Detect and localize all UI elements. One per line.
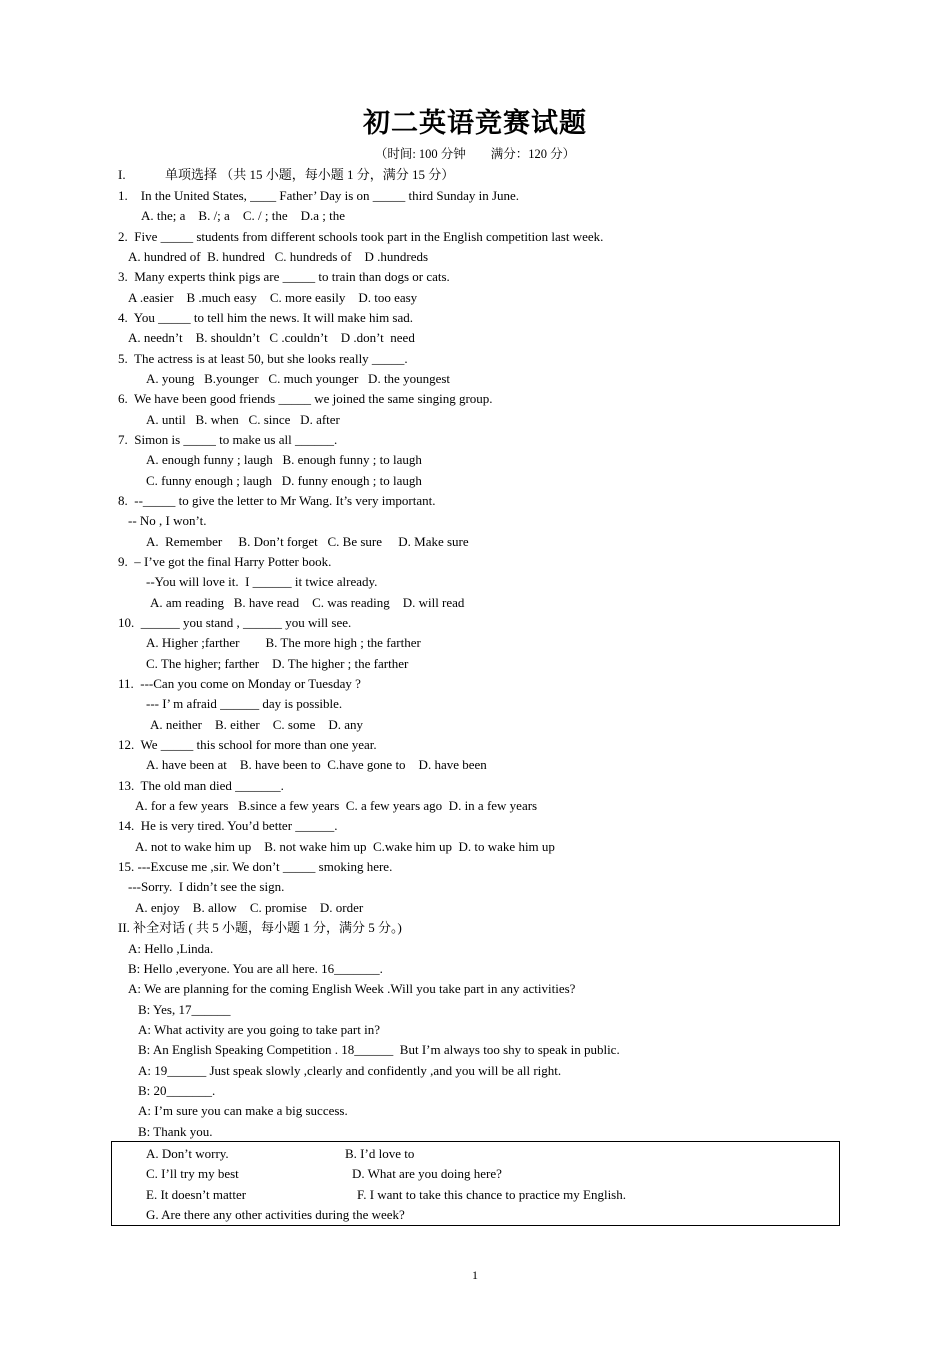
answer-options: A. have been at B. have been to C.have gone to D. have been [146,757,487,772]
question-line: 1. In the United States, ____ Father’ Day is on _____ third Sunday in June. [118,188,520,203]
answer-options: A .easier B .much easy C. more easily D. too easy [128,290,418,305]
page-subtitle: （时间: 100 分钟 满分：120 分） [374,147,576,161]
answer-options: A. until B. when C. since D. after [146,412,340,427]
answer-options: A. needn’t B. shouldn’t C .couldn’t D .don’t need [128,330,415,345]
answer-options: A. enough funny ; laugh B. enough funny ; to laugh [146,452,422,467]
dialogue-line: B: Yes, 17______ [138,1002,231,1017]
dialogue-line: B: 20_______. [138,1083,216,1098]
dialogue-line: A: I’m sure you can make a big success. [138,1103,348,1118]
question-line: 4. You _____ to tell him the news. It will make him sad. [118,310,414,325]
question-line: 15. ---Excuse me ,sir. We don’t _____ smoking here. [118,859,393,874]
option-item: B. I’d love to [345,1146,415,1161]
section2-heading: II. 补全对话 ( 共 5 小题，每小题 1 分，满分 5 分。) [118,920,402,935]
dialogue-line: B: An English Speaking Competition . 18______ But I’m always too shy to speak in public. [138,1042,620,1057]
dialogue-line: A: We are planning for the coming English Week .Will you take part in any activities? [128,981,576,996]
question-line: 5. The actress is at least 50, but she looks really _____. [118,351,408,366]
option-item: G. Are there any other activities during the week? [146,1207,405,1222]
answer-options: A. young B.younger C. much younger D. the youngest [146,371,451,386]
answer-options: A. for a few years B.since a few years C. a few years ago D. in a few years [135,798,538,813]
section1-heading: 单项选择 （共 15 小题，每小题 1 分，满分 15 分） [165,167,455,182]
option-item: D. What are you doing here? [352,1166,502,1181]
question-line: 10. ______ you stand , ______ you will see. [118,615,352,630]
question-line: 3. Many experts think pigs are _____ to train than dogs or cats. [118,269,450,284]
page-title: 初二英语竞赛试题 [363,108,587,139]
question-line: 11. ---Can you come on Monday or Tuesday ? [118,676,361,691]
dialogue-line: A: Hello ,Linda. [128,941,214,956]
question-line: ---Sorry. I didn’t see the sign. [128,879,285,894]
answer-options: A. am reading B. have read C. was reading D. will read [150,595,465,610]
option-item: A. Don’t worry. [146,1146,229,1161]
question-line: -- No , I won’t. [128,513,207,528]
option-item: E. It doesn’t matter [146,1187,247,1202]
answer-options: C. The higher; farther D. The higher ; the farther [146,656,409,671]
answer-options: C. funny enough ; laugh D. funny enough ; to laugh [146,473,422,488]
question-line: 12. We _____ this school for more than one year. [118,737,377,752]
page-number: 1 [472,1268,478,1282]
dialogue-line: B: Thank you. [138,1124,213,1139]
question-line: 8. --_____ to give the letter to Mr Wang. It’s very important. [118,493,436,508]
question-line: --- I’ m afraid ______ day is possible. [146,696,343,711]
option-item: F. I want to take this chance to practice my English. [357,1187,626,1202]
question-line: 6. We have been good friends _____ we joined the same singing group. [118,391,493,406]
answer-options: A. hundred of B. hundred C. hundreds of D .hundreds [128,249,429,264]
question-line: 14. He is very tired. You’d better ______. [118,818,338,833]
section1-number: I. [118,167,126,182]
dialogue-line: A: What activity are you going to take part in? [138,1022,380,1037]
answer-options: A. enjoy B. allow C. promise D. order [135,900,364,915]
dialogue-line: B: Hello ,everyone. You are all here. 16_______. [128,961,383,976]
answer-options: A. Remember B. Don’t forget C. Be sure D. Make sure [146,534,469,549]
option-item: C. I’ll try my best [146,1166,239,1181]
question-line: 13. The old man died _______. [118,778,284,793]
answer-options: A. Higher ;farther B. The more high ; the farther [146,635,421,650]
answer-options: A. not to wake him up B. not wake him up C.wake him up D. to wake him up [135,839,555,854]
dialogue-line: A: 19______ Just speak slowly ,clearly and confidently ,and you will be all right. [138,1063,562,1078]
answer-options: A. the; a B. /; a C. / ; the D.a ; the [141,208,345,223]
question-line: 9. – I’ve got the final Harry Potter book. [118,554,332,569]
question-line: --You will love it. I ______ it twice already. [146,574,378,589]
answer-options: A. neither B. either C. some D. any [150,717,364,732]
question-line: 7. Simon is _____ to make us all ______. [118,432,338,447]
question-line: 2. Five _____ students from different schools took part in the English competition last week. [118,229,604,244]
